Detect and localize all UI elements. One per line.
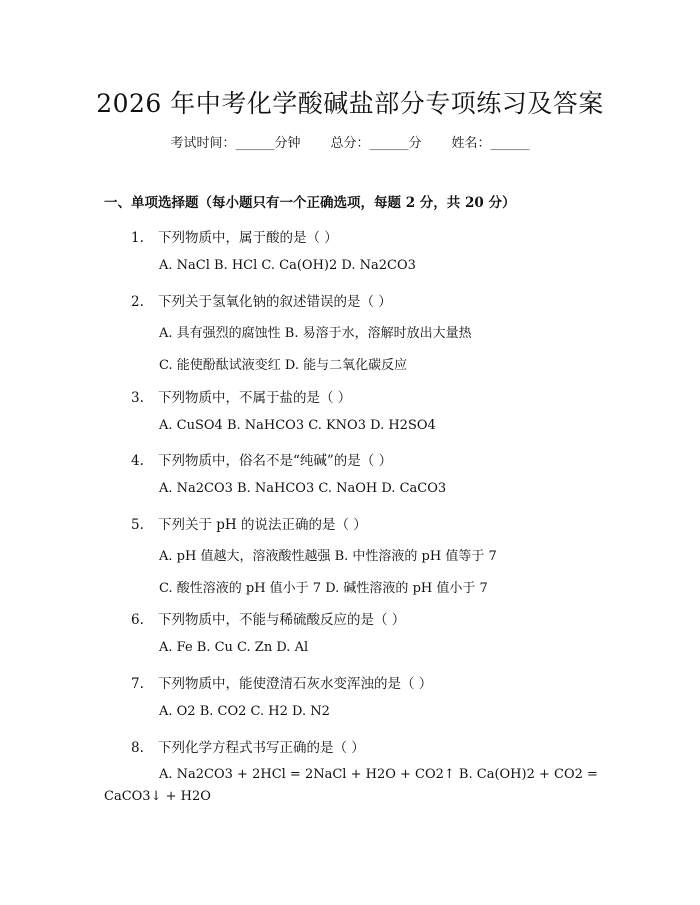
question-options: A. NaCl B. HCl C. Ca(OH)2 D. Na2CO3 [159,258,416,273]
question-5 [131,513,367,533]
question-text: 下列物质中，能使澄清石灰水变浑浊的是（ ） [158,676,433,692]
question-8 [131,736,365,756]
question-text: 下列物质中，不能与稀硫酸反应的是（ ） [158,612,406,628]
question-number: 6. [131,612,144,628]
question-text: 下列关于 pH 的说法正确的是（ ） [158,517,367,533]
exam-time: 考试时间：______分钟 [170,136,301,151]
question-3 [131,386,351,406]
question-options: A. CuSO4 B. NaHCO3 C. KNO3 D. H2SO4 [159,418,436,433]
question-7 [131,672,432,692]
question-2 [131,290,392,310]
question-text: 下列化学方程式书写正确的是（ ） [158,740,365,756]
question-number: 7. [131,676,144,692]
question-options: C. 能使酚酞试液变红 D. 能与二氧化碳反应 [159,358,408,373]
question-options: A. pH 值越大，溶液酸性越强 B. 中性溶液的 pH 值等于 7 [159,549,497,564]
question-options: A. Fe B. Cu C. Zn D. Al [159,640,309,655]
question-number: 4. [131,453,144,469]
question-1 [131,226,338,246]
page-title: 2026 年中考化学酸碱盐部分专项练习及答案 [96,89,604,118]
student-name: 姓名：______ [451,136,530,151]
question-number: 5. [131,517,144,533]
question-number: 8. [131,740,144,756]
question-number: 3. [131,390,144,406]
question-options: A. Na2CO3 B. NaHCO3 C. NaOH D. CaCO3 [159,481,447,496]
total-score: 总分：______分 [330,136,422,151]
exam-info [0,132,700,151]
question-options: A. O2 B. CO2 C. H2 D. N2 [159,704,330,719]
section-heading: 一、单项选择题（每小题只有一个正确选项，每题 2 分，共 20 分） [104,195,516,211]
question-options: A. 具有强烈的腐蚀性 B. 易溶于水，溶解时放出大量热 [159,326,472,341]
question-4 [131,449,392,469]
question-options-wrap: CaCO3↓ + H2O [104,789,211,804]
question-6 [131,608,405,628]
question-number: 2. [131,294,144,310]
question-number: 1. [131,230,144,246]
question-options: A. Na2CO3 + 2HCl = 2NaCl + H2O + CO2↑ B. Ca(OH)2 + CO2 = [159,767,598,782]
question-options: C. 酸性溶液的 pH 值小于 7 D. 碱性溶液的 pH 值小于 7 [159,581,488,596]
question-text: 下列关于氢氧化钠的叙述错误的是（ ） [158,294,392,310]
question-text: 下列物质中，不属于盐的是（ ） [158,390,352,406]
question-text: 下列物质中，属于酸的是（ ） [158,230,338,246]
question-text: 下列物质中，俗名不是“纯碱”的是（ ） [158,453,393,469]
